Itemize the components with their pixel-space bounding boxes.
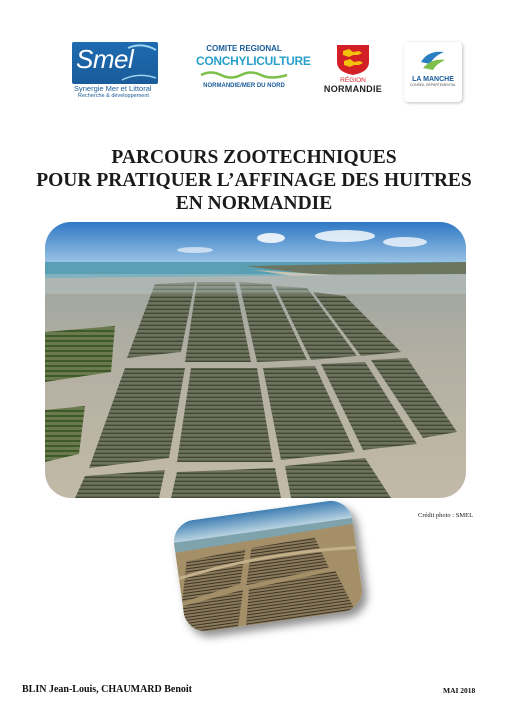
tilted-aerial-photo <box>171 498 365 634</box>
wave-icon <box>199 70 289 80</box>
region-logo-line2: NORMANDIE <box>323 84 383 94</box>
smel-logo-subtagline: Recherche & développement <box>78 93 149 99</box>
title-line-1: PARCOURS ZOOTECHNIQUES <box>111 147 397 168</box>
smel-logo-tagline: Synergie Mer et Littoral <box>74 84 152 93</box>
la-manche-mark-icon <box>418 48 448 74</box>
publication-date: MAI 2018 <box>443 686 476 695</box>
crc-logo-line1: COMITE REGIONAL <box>206 44 282 53</box>
crc-logo-line3: NORMANDIE/MER DU NORD <box>203 83 285 89</box>
normandy-lions-icon <box>333 42 373 76</box>
aerial-photo-oyster-parks <box>45 222 466 498</box>
title-line-2: POUR PRATIQUER L’AFFINAGE DES HUITRES <box>36 170 472 191</box>
la-manche-logo <box>404 42 462 102</box>
crc-logo-line2: CONCHYLICULTURE <box>196 54 311 68</box>
smel-logo-wordmark: Smel <box>76 44 134 74</box>
region-logo-line1: RÉGION <box>340 77 366 84</box>
smel-logo-badge <box>72 42 158 84</box>
la-manche-logo-line1: LA MANCHE <box>412 76 454 83</box>
smel-logo <box>72 42 158 100</box>
region-normandie-logo <box>318 42 388 100</box>
smel-wave-icon <box>72 42 158 84</box>
authors: BLIN Jean-Louis, CHAUMARD Benoit <box>22 684 193 695</box>
crc-logo <box>196 44 311 100</box>
la-manche-logo-line2: CONSEIL DÉPARTEMENTAL <box>409 83 457 87</box>
photo-credit: Crédit photo : SMEL <box>418 512 474 519</box>
document-title <box>0 146 508 215</box>
title-line-3: EN NORMANDIE <box>175 193 333 214</box>
